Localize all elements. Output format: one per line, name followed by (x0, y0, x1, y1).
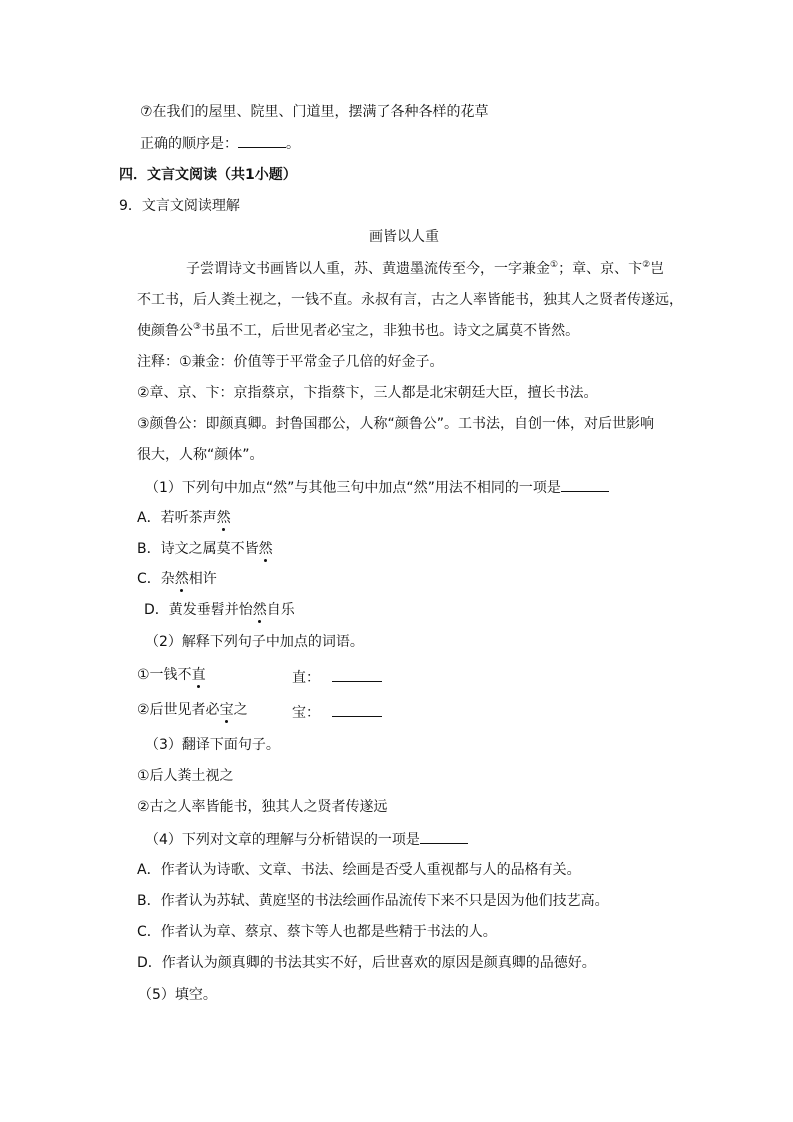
question-number: 9．文言文阅读理解 (119, 198, 240, 214)
item-text: ②后世见者必 (137, 702, 220, 718)
passage-text: ；章、京、卞 (558, 261, 643, 277)
dotted-char: 然 (216, 510, 231, 526)
answer-label: 宝： (292, 705, 320, 721)
answer-blank[interactable] (238, 133, 286, 148)
q4-option-c[interactable]: C．作者认为章、蔡京、蔡卞等人也都是些精于书法的人。 (137, 924, 497, 940)
passage-line-3 (137, 321, 579, 341)
q1-option-a[interactable] (137, 508, 231, 528)
option-text: 自乐 (266, 602, 295, 618)
ordering-answer-line (140, 133, 300, 154)
passage-text: 使颜鲁公 (137, 323, 193, 339)
q4-stem-text: （4）下列对文章的理解与分析错误的一项是 (145, 832, 420, 848)
q4-answer-blank[interactable] (420, 829, 468, 844)
q1-option-b[interactable] (137, 539, 273, 559)
answer-suffix: 。 (286, 136, 300, 152)
answer-label: 直： (292, 670, 320, 686)
dotted-char: 然 (174, 571, 189, 587)
passage-line-1 (186, 259, 664, 279)
option-text: C．杂 (137, 571, 175, 587)
option-text: A．若听茶声 (137, 510, 217, 526)
option-text: B．诗文之属莫不皆 (137, 541, 259, 557)
dotted-char: 然 (258, 541, 273, 557)
ordering-item-7: ⑦在我们的屋里、院里、门道里，摆满了各种各样的花草 (140, 104, 489, 120)
dotted-char: 然 (252, 602, 267, 618)
note-2: ②章、京、卞：京指蔡京，卞指蔡卞，三人都是北宋朝廷大臣，擅长书法。 (137, 385, 598, 401)
note-marker-1: ① (550, 260, 559, 270)
section-title: 四．文言文阅读（共1小题） (119, 167, 297, 183)
option-text: D．黄发垂髫并怡 (144, 602, 253, 618)
q2-item-1 (137, 665, 206, 685)
q4-stem (145, 829, 468, 850)
note-marker-3: ③ (193, 322, 202, 332)
option-text: 相许 (188, 571, 217, 587)
q3-sentence-2: ②古之人率皆能书，独其人之贤者传遂远 (137, 799, 388, 815)
passage-line-2: 不工书，后人粪土视之，一钱不直。永叔有言，古之人率皆能书，独其人之贤者传遂远， (137, 292, 683, 308)
item-text: 之 (233, 702, 248, 718)
note-3: ③颜鲁公：即颜真卿。封鲁国郡公，人称“颜鲁公”。工书法，自创一体，对后世影响 (137, 416, 655, 432)
q1-stem-text: （1）下列句中加点“然”与其他三句中加点“然”用法不相同的一项是 (145, 480, 561, 496)
note-3-cont: 很大，人称“颜体”。 (137, 447, 264, 463)
q3-stem: （3）翻译下面句子。 (145, 737, 280, 753)
note-marker-2: ② (642, 260, 651, 270)
q1-option-c[interactable] (137, 569, 217, 589)
passage-text: 书虽不工，后世见者必宝之，非独书也。诗文之属莫不皆然。 (201, 323, 580, 339)
q2-item-2-answer (292, 702, 382, 723)
q2-item-1-answer (292, 667, 382, 688)
dotted-char: 宝 (219, 702, 234, 718)
passage-text: 岂 (650, 261, 665, 277)
q1-answer-blank[interactable] (561, 477, 609, 492)
q5-stem: （5）填空。 (138, 987, 217, 1003)
q4-option-d[interactable]: D．作者认为颜真卿的书法其实不好，后世喜欢的原因是颜真卿的品德好。 (137, 955, 596, 971)
passage-text: 子尝谓诗文书画皆以人重，苏、黄遗墨流传至今，一字兼金 (186, 261, 550, 277)
q2-blank-2[interactable] (332, 702, 382, 717)
q3-sentence-1: ①后人粪土视之 (137, 768, 234, 784)
item-text: ①一钱不 (137, 667, 192, 683)
q2-item-2 (137, 700, 248, 720)
q4-option-b[interactable]: B．作者认为苏轼、黄庭坚的书法绘画作品流传下来不只是因为他们技艺高。 (137, 893, 609, 909)
q4-option-a[interactable]: A．作者认为诗歌、文章、书法、绘画是否受人重视都与人的品格有关。 (137, 862, 581, 878)
q2-blank-1[interactable] (332, 667, 382, 682)
q1-stem (145, 477, 609, 498)
q2-stem: （2）解释下列句子中加点的词语。 (145, 634, 364, 650)
dotted-char: 直 (191, 667, 206, 683)
answer-prefix: 正确的顺序是： (140, 136, 238, 152)
note-1: 注释：①兼金：价值等于平常金子几倍的好金子。 (137, 354, 444, 370)
q1-option-d[interactable] (144, 600, 295, 620)
passage-title: 画皆以人重 (369, 229, 439, 245)
